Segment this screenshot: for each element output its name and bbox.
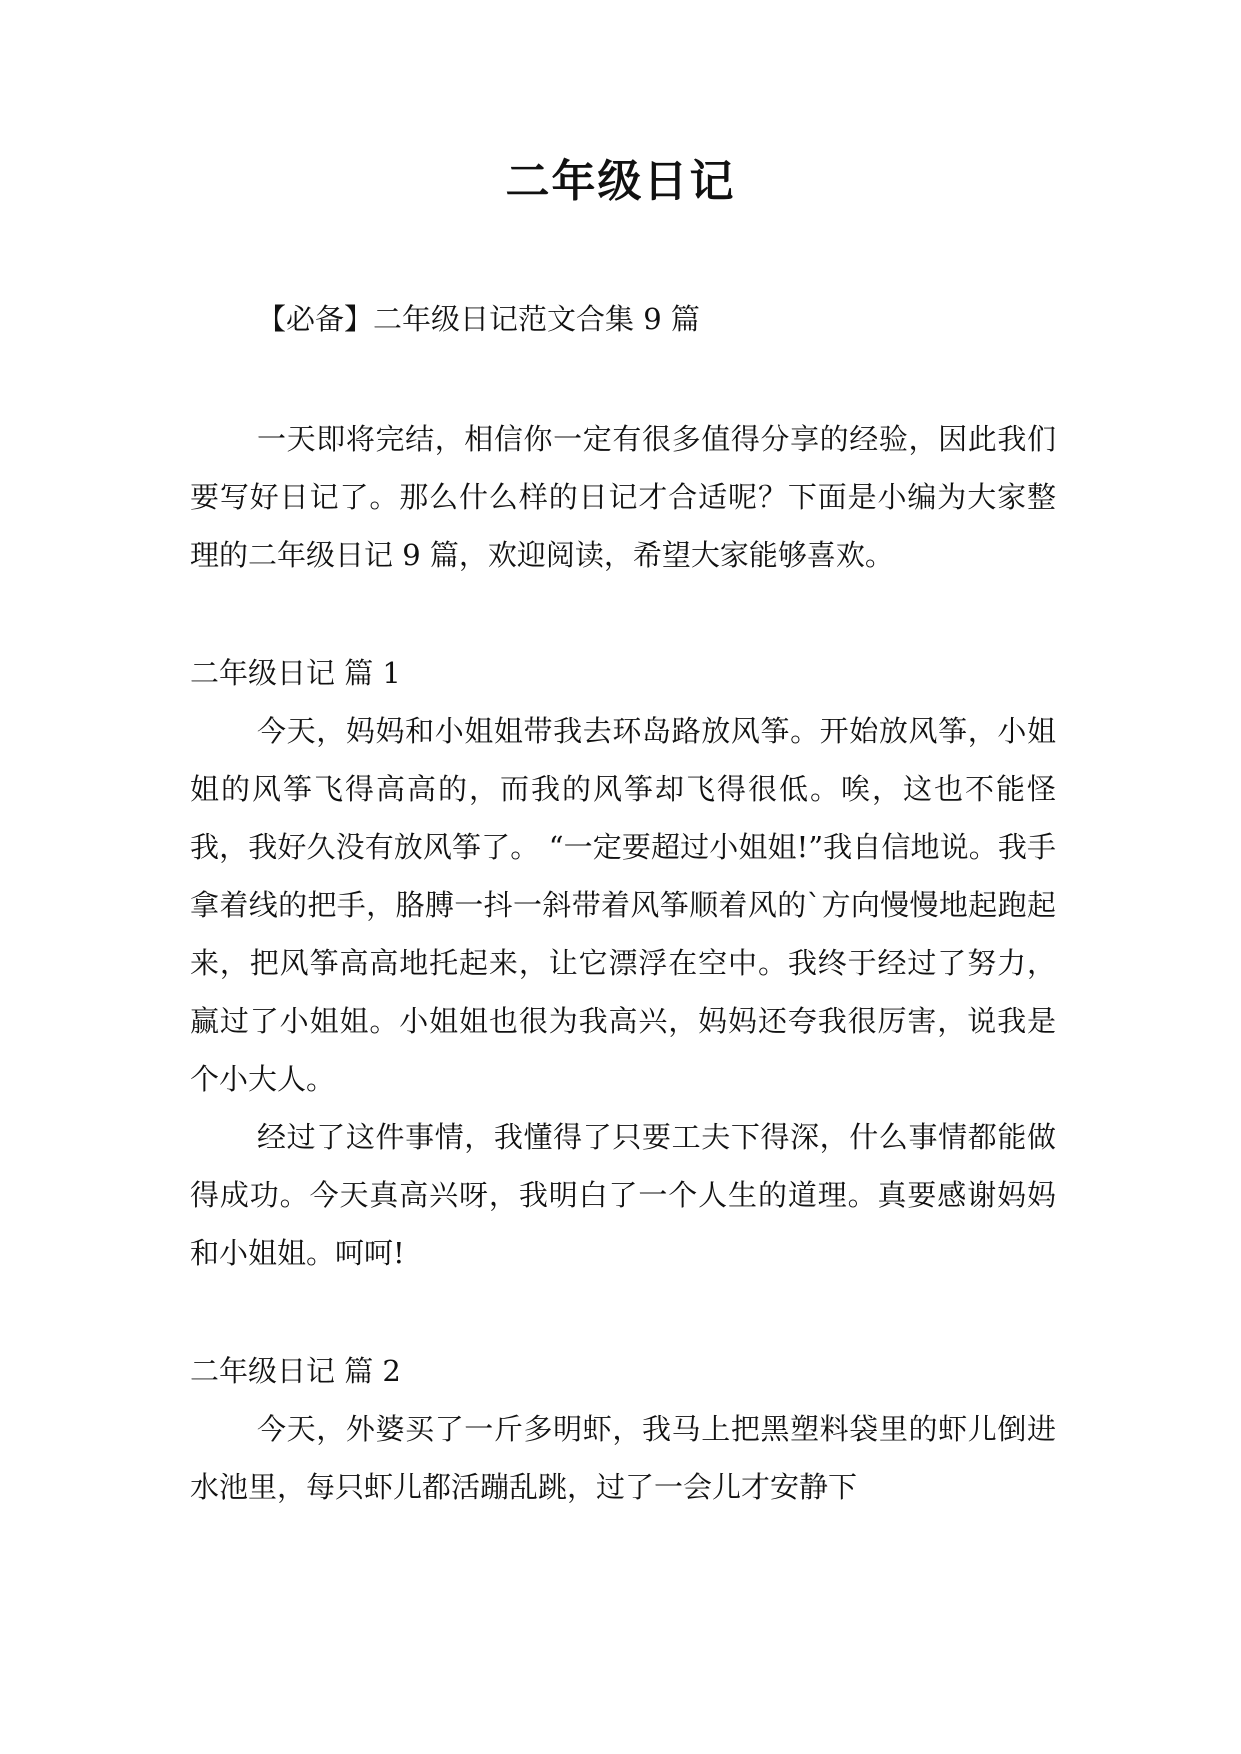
spacer: [190, 348, 1056, 410]
spacer: [190, 1282, 1056, 1342]
document-body: [190, 290, 1056, 1516]
document-title: 二年级日记: [505, 156, 736, 207]
section-2-paragraph-1: 今天，外婆买了一斤多明虾，我马上把黑塑料袋里的虾儿倒进水池里，每只虾儿都活蹦乱跳，过了一会儿才安静下: [190, 1412, 1056, 1504]
section-1-paragraph-1: 今天，妈妈和小姐姐带我去环岛路放风筝。开始放风筝，小姐姐的风筝飞得高高的，而我的风筝却飞得很低。唉，这也不能怪我，我好久没有放风筝了。 “一定要超过小姐姐!”我自信地说。我手拿着线的把手，胳膊一抖一斜带着风筝顺着风的`方向慢慢地起跑起来，把风筝高高地托起来，让它漂浮在空中。我终于经过了努力，赢过了小姐姐。小姐姐也很为我高兴，妈妈还夸我很厉害，说我是个小大人。: [190, 714, 1056, 1096]
section-heading-1: 二年级日记 篇 1: [190, 656, 401, 690]
section-heading-2: 二年级日记 篇 2: [190, 1354, 401, 1388]
spacer: [190, 584, 1056, 644]
document-subtitle: 【必备】二年级日记范文合集 9 篇: [257, 302, 700, 336]
section-1-paragraph-2: 经过了这件事情，我懂得了只要工夫下得深，什么事情都能做得成功。今天真高兴呀，我明白了一个人生的道理。真要感谢妈妈和小姐姐。呵呵!: [190, 1120, 1056, 1270]
intro-paragraph: 一天即将完结，相信你一定有很多值得分享的经验，因此我们要写好日记了。那么什么样的日记才合适呢？下面是小编为大家整理的二年级日记 9 篇，欢迎阅读，希望大家能够喜欢。: [190, 422, 1056, 572]
